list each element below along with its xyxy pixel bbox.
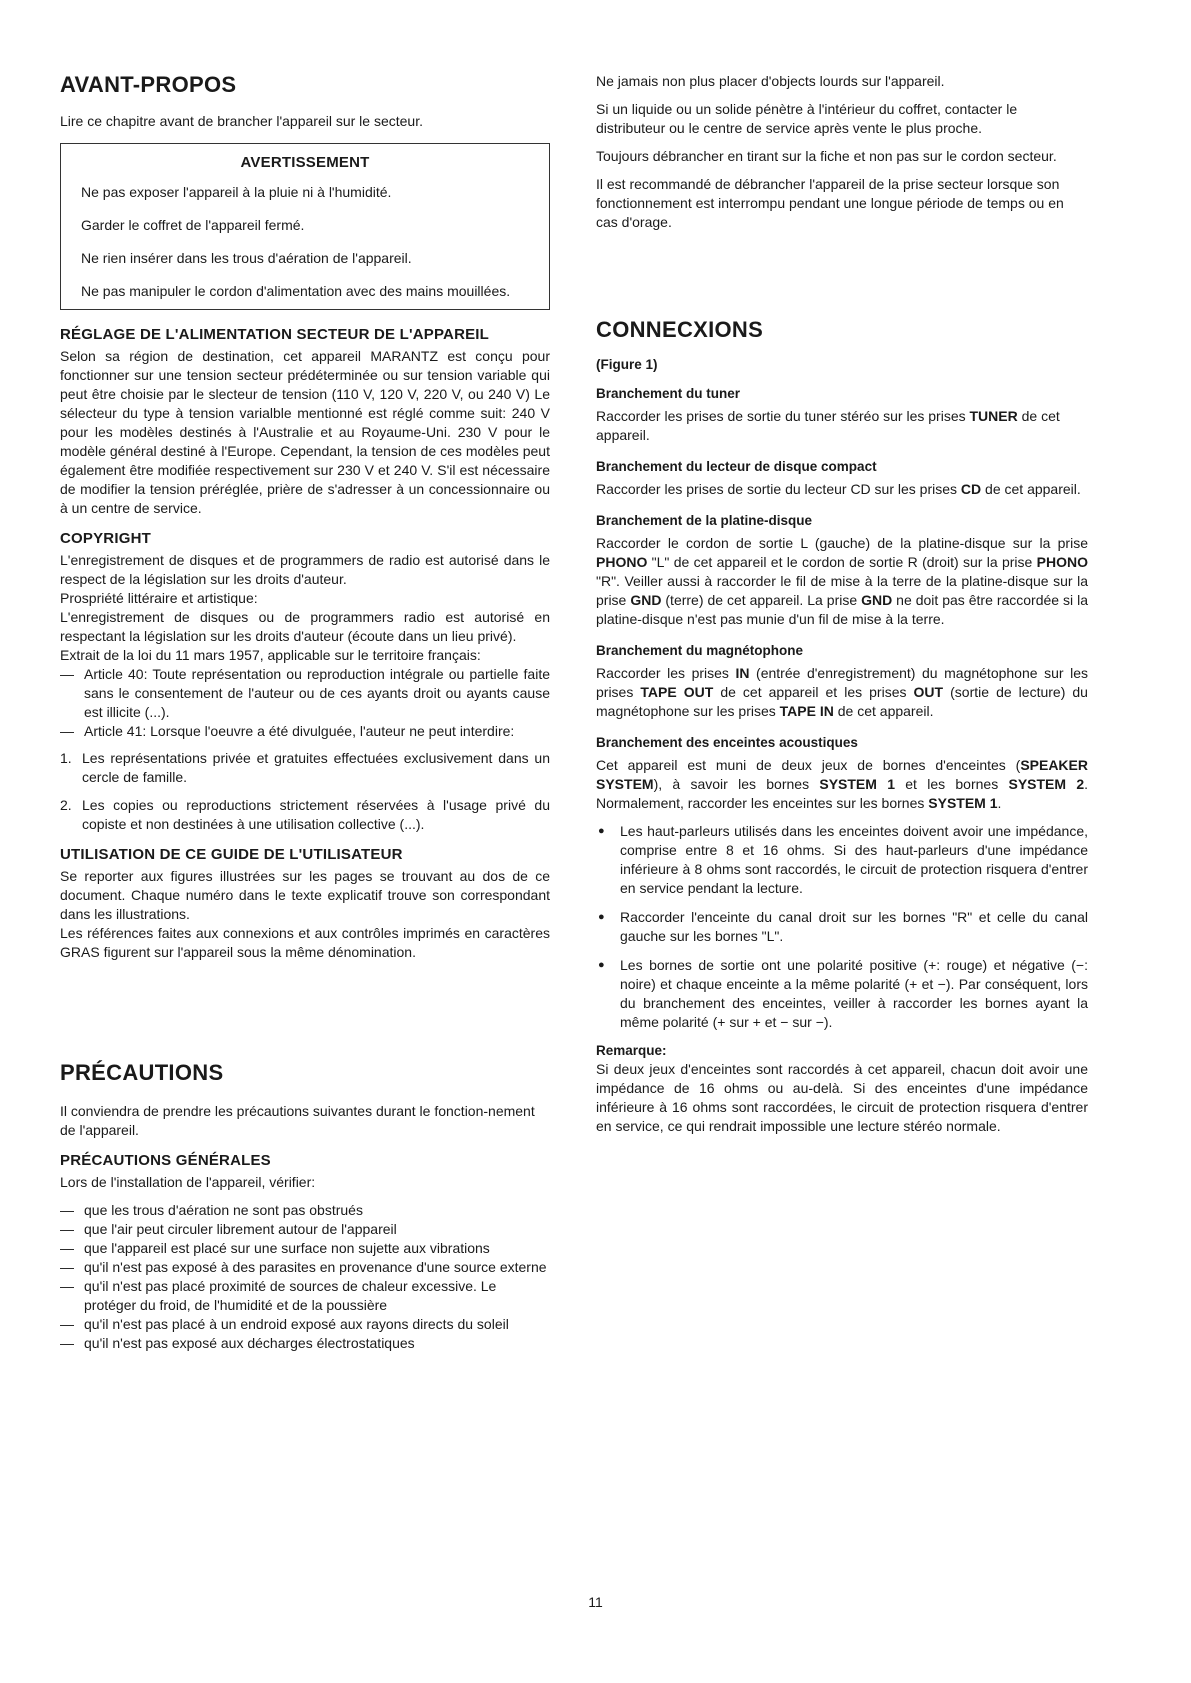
precautions-heading: PRÉCAUTIONS xyxy=(60,1060,224,1085)
warning-item: Ne rien insérer dans les trous d'aération de l'appareil. xyxy=(81,250,412,266)
list-item: — qu'il n'est pas exposé aux décharges électrostatiques xyxy=(60,1334,550,1353)
avant-propos-heading: AVANT-PROPOS xyxy=(60,72,237,97)
speaker-bullets xyxy=(596,822,1088,1032)
copyright-paragraph: Prospriété littéraire et artistique: xyxy=(60,590,258,606)
list-item: — qu'il n'est pas placé à un endroid exposé aux rayons directs du soleil xyxy=(60,1315,550,1334)
list-item: — Article 41: Lorsque l'oeuvre a été divulguée, l'auteur ne peut interdire: xyxy=(60,722,550,741)
phono-heading: Branchement de la platine-disque xyxy=(596,513,813,528)
figure-reference: (Figure 1) xyxy=(596,357,658,372)
warning-item: Ne pas manipuler le cordon d'alimentation avec des mains mouillées. xyxy=(81,283,511,299)
precaution-paragraph: Il est recommandé de débrancher l'appareil de la prise secteur lorsque son fonctionnement est interrompu pendant une longue période de temps ou en cas d'orage. xyxy=(596,176,1064,230)
utilisation-paragraph: Les références faites aux connexions et aux contrôles imprimés en caractères GRAS figurent sur l'appareil sous la même dénomination. xyxy=(60,925,550,960)
list-item: ● Raccorder l'enceinte du canal droit sur les bornes "R" et celle du canal gauche sur les bornes "L". xyxy=(596,908,1088,946)
warning-item: Garder le coffret de l'appareil fermé. xyxy=(81,217,305,233)
list-item: ● Les bornes de sortie ont une polarité positive (+: rouge) et négative (−: noire) et chaque enceinte a la même polarité (+ et −). Par conséquent, lors du branchement des enceintes, veiller à raccorder les bornes ayant la même polarité (+ sur + et − sur −). xyxy=(596,956,1088,1032)
precautions-generales-intro: Lors de l'installation de l'appareil, vérifier: xyxy=(60,1174,316,1190)
tape-text: Raccorder les prises IN (entrée d'enregistrement) du magnétophone sur les prises TAPE OUT de cet appareil et les prises OUT (sortie de lecture) du magnétophone sur les prises TAPE IN de cet appareil. xyxy=(596,665,1088,719)
copyright-heading: COPYRIGHT xyxy=(60,530,151,547)
list-item xyxy=(60,796,550,834)
precautions-generales-heading: PRÉCAUTIONS GÉNÉRALES xyxy=(60,1152,271,1169)
list-item: — que l'air peut circuler librement autour de l'appareil xyxy=(60,1220,550,1239)
article-list xyxy=(60,665,550,741)
numbered-list xyxy=(60,749,550,834)
precautions-intro: Il conviendra de prendre les précautions suivantes durant le fonction-nement de l'appareil. xyxy=(60,1103,535,1138)
speakers-heading: Branchement des enceintes acoustiques xyxy=(596,735,858,750)
list-item xyxy=(60,749,550,787)
list-item: — qu'il n'est pas placé proximité de sources de chaleur excessive. Le protéger du froid, de l'humidité et de la poussière xyxy=(60,1277,550,1315)
right-column xyxy=(596,72,1088,1145)
cd-heading: Branchement du lecteur de disque compact xyxy=(596,459,877,474)
copyright-paragraph: Extrait de la loi du 11 mars 1957, applicable sur le territoire français: xyxy=(60,647,481,663)
item-number: 2. xyxy=(60,797,72,813)
list-item: — Article 40: Toute représentation ou reproduction intégrale ou partielle faite sans le consentement de l'auteur ou de ces ayants droit ou ayants cause est illicite (...). xyxy=(60,665,550,722)
tuner-text: Raccorder les prises de sortie du tuner stéréo sur les prises TUNER de cet appareil. xyxy=(596,408,1060,443)
utilisation-body xyxy=(60,867,550,962)
precaution-paragraph: Ne jamais non plus placer d'objects lourds sur l'appareil. xyxy=(596,73,945,89)
warning-box xyxy=(60,143,550,310)
checks-list xyxy=(60,1201,550,1353)
precaution-paragraph: Toujours débrancher en tirant sur la fiche et non pas sur le cordon secteur. xyxy=(596,148,1057,164)
utilisation-heading: UTILISATION DE CE GUIDE DE L'UTILISATEUR xyxy=(60,846,403,863)
left-column xyxy=(60,72,550,1361)
phono-text: Raccorder le cordon de sortie L (gauche) de la platine-disque sur la prise PHONO "L" de cet appareil et le cordon de sortie R (droit) sur la prise PHONO "R". Veiller aussi à raccorder le fil de mise à la terre de la platine-disque sur la prise GND (terre) de cet appareil. La prise GND ne doit pas être raccordée si la platine-disque n'est pas munie d'un fil de mise à la terre. xyxy=(596,535,1088,627)
precaution-paragraph: Si un liquide ou un solide pénètre à l'intérieur du coffret, contacter le distributeur ou le centre de service après vente le plus proche. xyxy=(596,101,1018,136)
warning-item: Ne pas exposer l'appareil à la pluie ni à l'humidité. xyxy=(81,184,392,200)
item-text: Les représentations privée et gratuites effectuées exclusivement dans un cercle de famille. xyxy=(82,750,550,785)
list-item: — que les trous d'aération ne sont pas obstrués xyxy=(60,1201,550,1220)
list-item: — que l'appareil est placé sur une surface non sujette aux vibrations xyxy=(60,1239,550,1258)
remark-text: Si deux jeux d'enceintes sont raccordés à cet appareil, chacun doit avoir une impédance de 16 ohms ou au-delà. Si des enceintes d'une impédance inférieure à 16 ohms sont raccordées, le circuit de protection risquera d'entrer en service, ce qui rendrait impossible une lecture stéréo normale. xyxy=(596,1061,1088,1134)
utilisation-paragraph: Se reporter aux figures illustrées sur les pages se trouvant au dos de ce document. Chaque numéro dans le texte explicatif trouve son correspondant dans les illustrations. xyxy=(60,868,550,922)
copyright-body xyxy=(60,551,550,665)
item-number: 1. xyxy=(60,750,72,766)
reglage-text: Selon sa région de destination, cet appareil MARANTZ est conçu pour fonctionner sur une tension secteur prédéterminée ou sur tension variable qui peut être choisie par le slecteur de tension (110 V, 120 V, 220 V, ou 240 V) Le sélecteur du type à tension varialble mentionné est réglé comme suit: 240 V pour les modèles destinés à l'Australie et au Royaume-Uni. 230 V pour le modèle général destiné à l'Europe. Cependant, la tension de ces modèles peut également être modifiée respectivement sur 230 V et 240 V. S'il est nécessaire de modifier la tension préréglée, prière de s'adresser à un concessionnaire ou à un centre de service. xyxy=(60,348,550,516)
tuner-heading: Branchement du tuner xyxy=(596,386,741,401)
reglage-heading: RÉGLAGE DE L'ALIMENTATION SECTEUR DE L'APPAREIL xyxy=(60,326,490,343)
speakers-text: Cet appareil est muni de deux jeux de bornes d'enceintes (SPEAKER SYSTEM), à savoir les bornes SYSTEM 1 et les bornes SYSTEM 2. Normalement, raccorder les enceintes sur les bornes SYSTEM 1. xyxy=(596,757,1089,811)
remark-heading: Remarque: xyxy=(596,1043,667,1058)
warning-title: AVERTISSEMENT xyxy=(240,154,370,171)
list-item: ● Les haut-parleurs utilisés dans les enceintes doivent avoir une impédance, comprise entre 8 et 16 ohms. Si des haut-parleurs d'une impédance inférieure à 8 ohms sont raccordés, le circuit de protection risquera d'entrer en service pendant la lecture. xyxy=(596,822,1088,898)
tape-heading: Branchement du magnétophone xyxy=(596,643,804,658)
cd-text: Raccorder les prises de sortie du lecteur CD sur les prises CD de cet appareil. xyxy=(596,481,1081,497)
copyright-paragraph: L'enregistrement de disques ou de programmers radio est autorisé en respectant la législation sur les droits d'auteur (écoute dans un lieu privé). xyxy=(60,609,550,644)
connexions-heading: CONNECXIONS xyxy=(596,317,764,342)
avant-propos-intro: Lire ce chapitre avant de brancher l'appareil sur le secteur. xyxy=(60,113,423,129)
copyright-paragraph: L'enregistrement de disques et de programmers de radio est autorisé dans le respect de la législation sur les droits d'auteur. xyxy=(60,552,550,587)
page-number: 11 xyxy=(588,1594,603,1610)
list-item: — qu'il n'est pas exposé à des parasites en provenance d'une source externe xyxy=(60,1258,550,1277)
item-text: Les copies ou reproductions strictement réservées à l'usage privé du copiste et non destinées à une utilisation collective (...). xyxy=(82,797,550,832)
